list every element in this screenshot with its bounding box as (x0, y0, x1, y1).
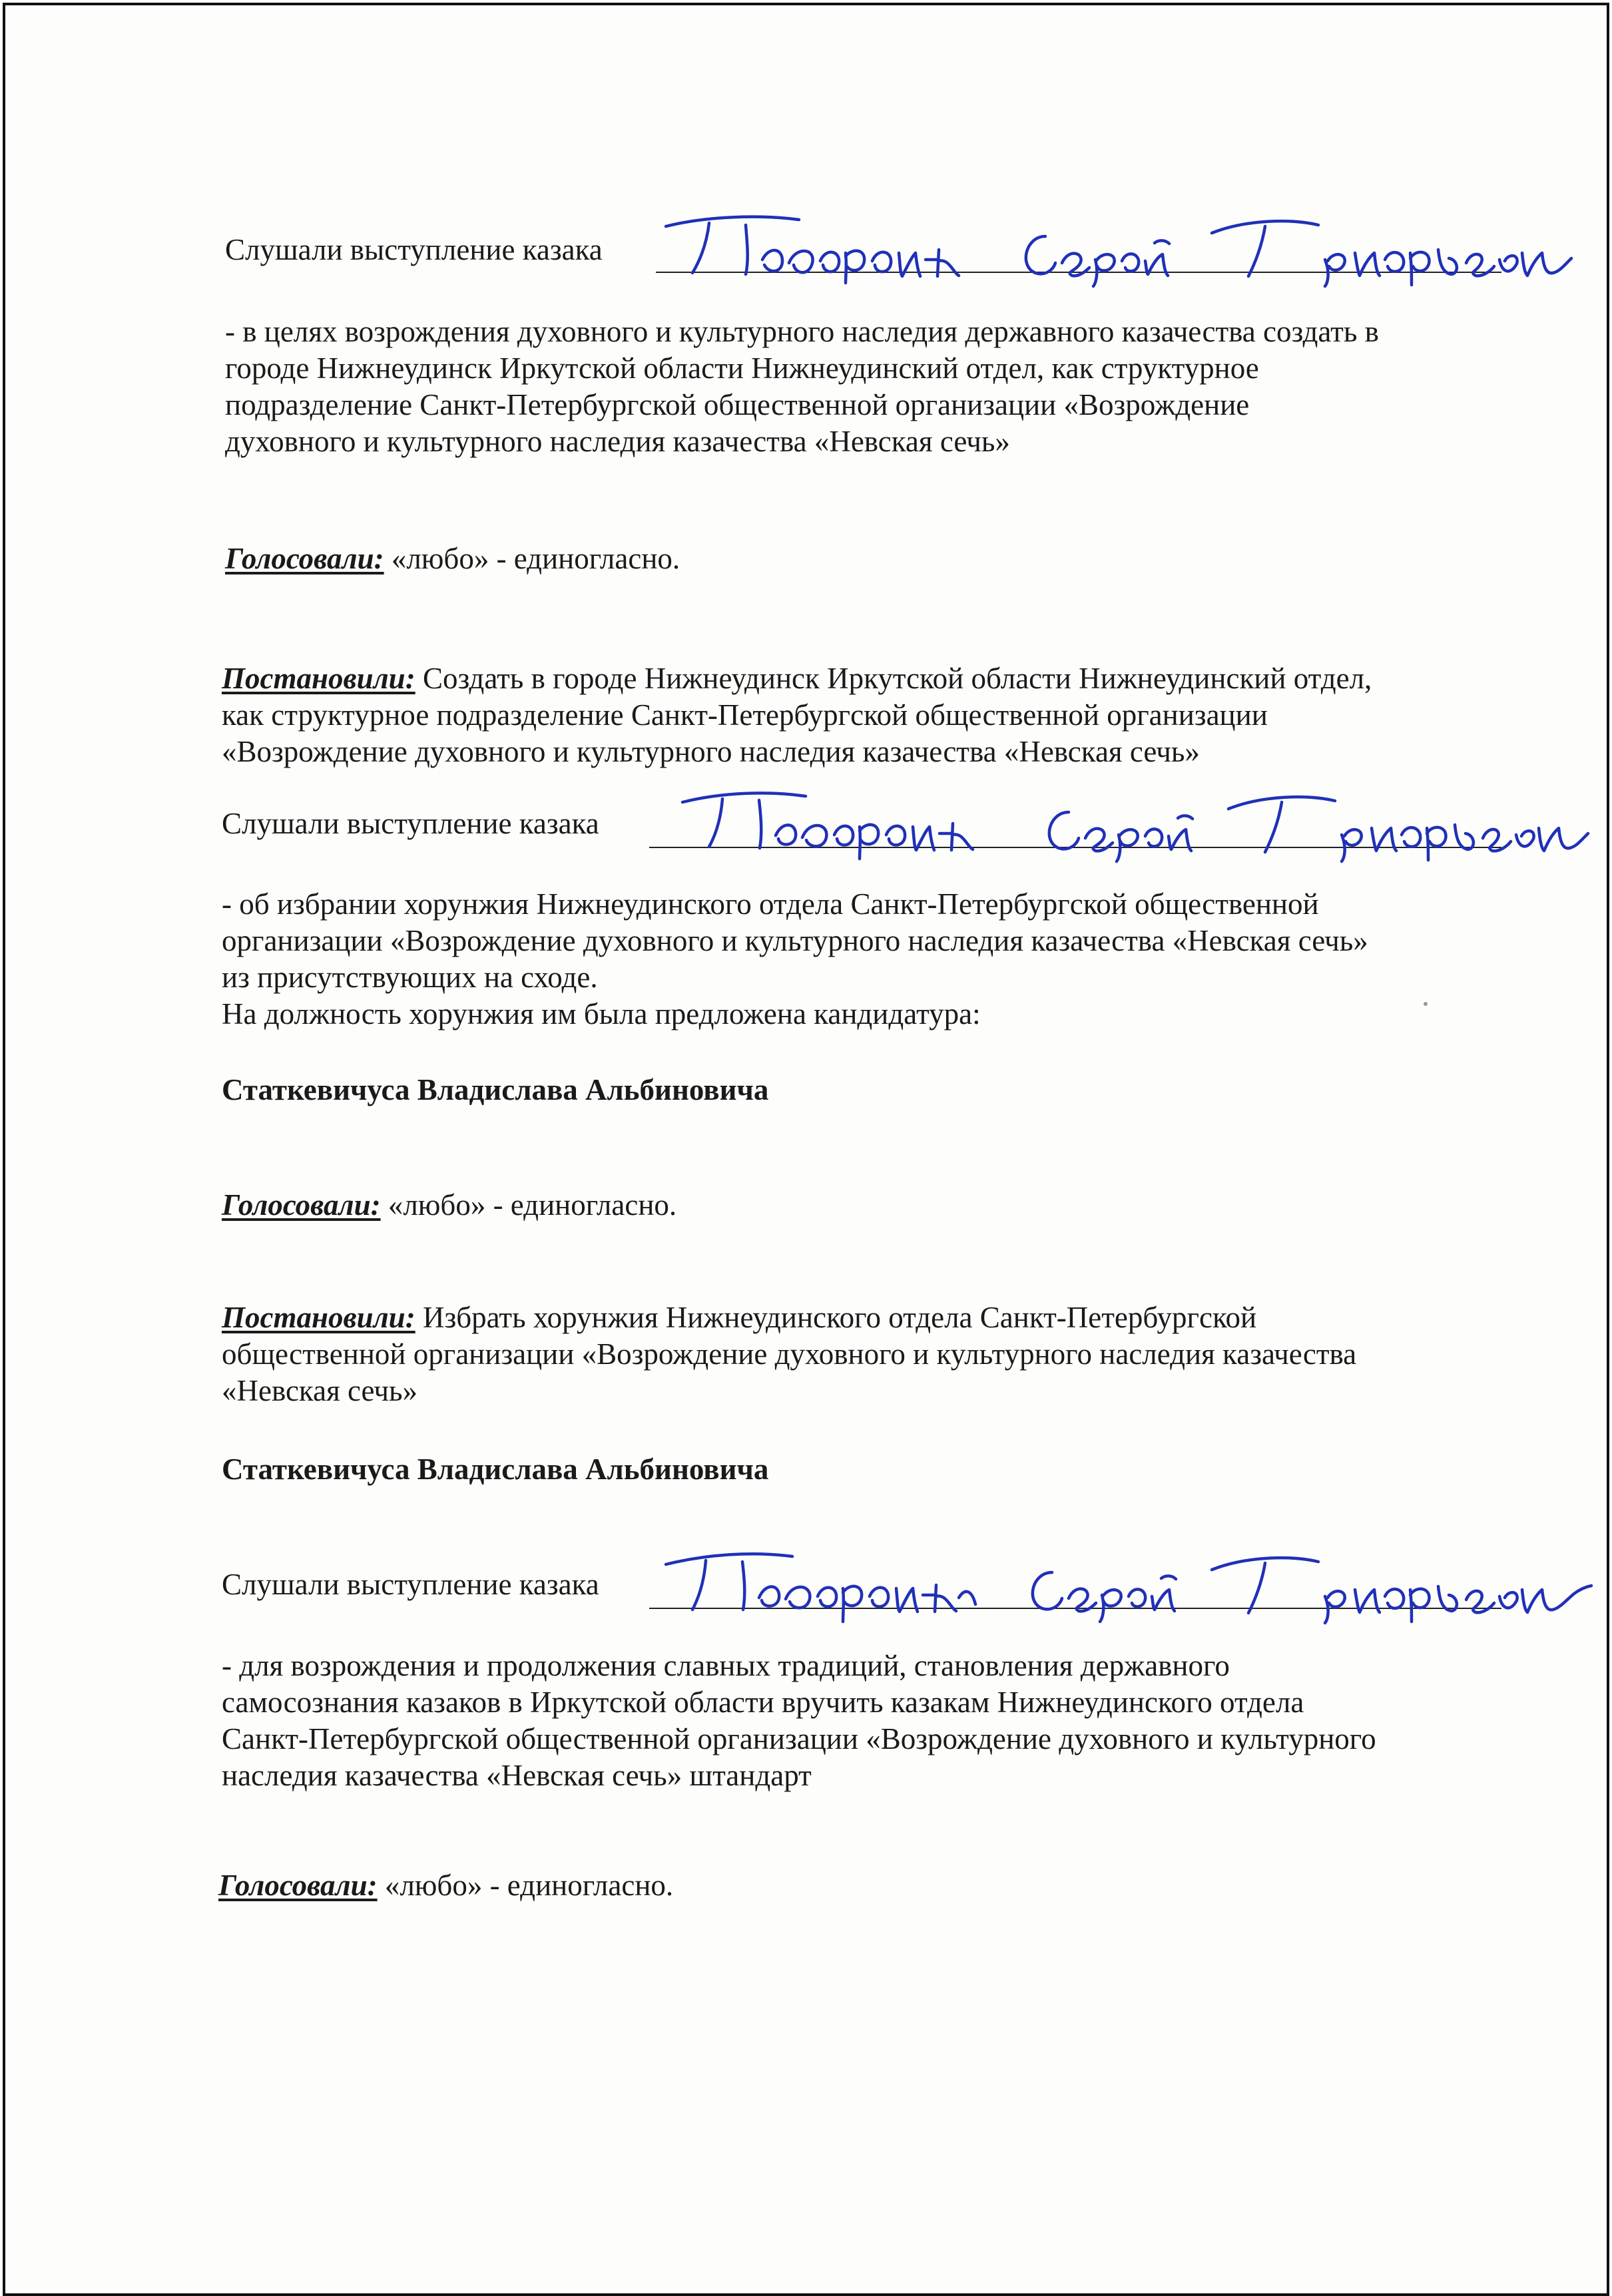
heard-text-3-line1: - для возрождения и продолжения славных традиций, становления державного (222, 1649, 1230, 1682)
resolved-text-1-line1: Создать в городе Нижнеудинск Иркутской области Нижнеудинский отдел, (422, 662, 1372, 695)
voted-label-2: Голосовали: (222, 1188, 381, 1222)
heard-prefix-1: Слушали выступление казака (225, 233, 603, 266)
heard-text-3-line3: Санкт-Петербургской общественной организации «Возрождение духовного и культурного (222, 1722, 1376, 1755)
voted-line-3 (218, 1867, 673, 1904)
heard-text-3-line4: наследия казачества «Невская сечь» штандарт (222, 1759, 812, 1792)
resolved-text-2-line3: «Невская сечь» (222, 1374, 418, 1407)
heard-text-2-line2: организации «Возрождение духовного и культурного наследия казачества «Невская сечь» (222, 924, 1368, 957)
resolved-text-1-line3: «Возрождение духовного и культурного наследия казачества «Невская сечь» (222, 735, 1200, 768)
voted-text-3: «любо» - единогласно. (384, 1869, 674, 1902)
candidate-name: Статкевичуса Владислава Альбиновича (222, 1073, 769, 1106)
handwritten-signature-2 (643, 772, 1595, 862)
scan-speck (1424, 1002, 1428, 1006)
heard-text-2-line3: из присутствующих на сходе. (222, 961, 598, 994)
resolved-line-1 (222, 660, 1372, 697)
heard-text-1-line4: духовного и культурного наследия казачества «Невская сечь» (225, 425, 1010, 458)
handwritten-signature-3 (639, 1531, 1598, 1624)
resolved-line-2 (222, 1299, 1256, 1336)
heard-prefix-3: Слушали выступление казака (222, 1568, 599, 1601)
resolved-text-1-line2: как структурное подразделение Санкт-Петербургской общественной организации (222, 698, 1268, 732)
voted-label-3: Голосовали: (218, 1869, 378, 1902)
resolved-label-2: Постановили: (222, 1301, 415, 1334)
elected-name: Статкевичуса Владислава Альбиновича (222, 1453, 769, 1486)
handwritten-signature-1 (646, 200, 1591, 286)
voted-label-1: Голосовали: (225, 542, 384, 575)
voted-text-1: «любо» - единогласно. (391, 542, 680, 575)
heard-text-1-line3: подразделение Санкт-Петербургской общественной организации «Возрождение (225, 388, 1250, 421)
resolved-text-2-line2: общественной организации «Возрождение духовного и культурного наследия казачества (222, 1337, 1357, 1371)
heard-text-2-line4: На должность хорунжия им была предложена кандидатура: (222, 997, 981, 1031)
heard-prefix-2: Слушали выступление казака (222, 807, 599, 840)
heard-text-1-line2: городе Нижнеудинск Иркутской области Нижнеудинский отдел, как структурное (225, 351, 1259, 385)
voted-line-2 (222, 1187, 676, 1224)
heard-text-1-line1: - в целях возрождения духовного и культурного наследия державного казачества создать в (225, 315, 1379, 348)
heard-text-3-line2: самосознания казаков в Иркутской области вручить казакам Нижнеудинского отдела (222, 1686, 1304, 1719)
voted-text-2: «любо» - единогласно. (388, 1188, 677, 1222)
voted-line-1 (225, 541, 680, 577)
resolved-label-1: Постановили: (222, 662, 415, 695)
resolved-text-2-line1: Избрать хорунжия Нижнеудинского отдела Санкт-Петербургской (422, 1301, 1257, 1334)
heard-text-2-line1: - об избрании хорунжия Нижнеудинского отдела Санкт-Петербургской общественной (222, 887, 1319, 921)
